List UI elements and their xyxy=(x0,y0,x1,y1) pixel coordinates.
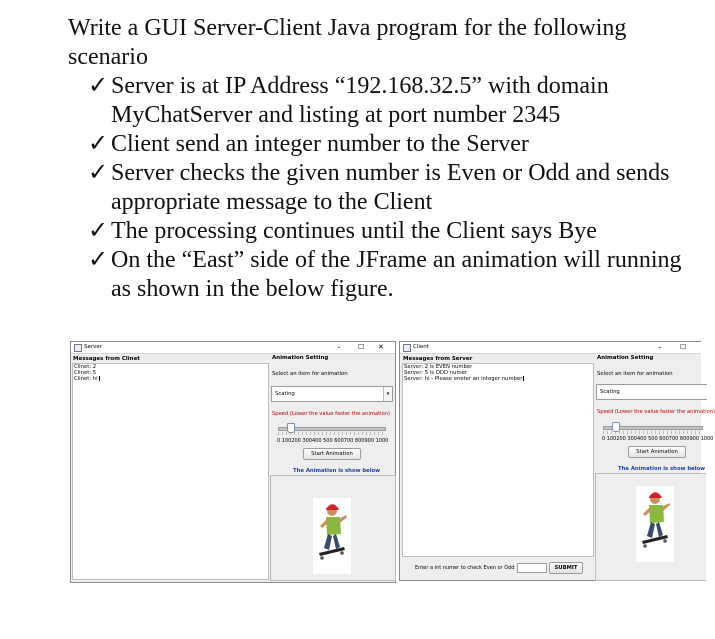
client-window xyxy=(399,341,715,581)
message-line: Clinet: hi xyxy=(74,376,98,382)
check-icon: ✓ xyxy=(88,73,109,99)
server-window xyxy=(70,341,396,583)
start-animation-button[interactable]: Start Animation xyxy=(628,446,686,458)
speed-label: Speed (Lower the value faster the animation) xyxy=(272,411,391,417)
text-caret xyxy=(523,376,524,381)
animation-show-label: The Animation is show below xyxy=(293,468,381,474)
dropdown-arrow-icon[interactable]: ▾ xyxy=(383,387,392,401)
animation-select[interactable] xyxy=(271,386,393,402)
requirement-item: ✓ On the “East” side of the JFrame an animation will running as shown in the below figure. xyxy=(88,247,682,302)
close-button[interactable]: ✕ xyxy=(378,343,384,351)
slider-ticks xyxy=(603,431,703,434)
skateboarder-image xyxy=(636,486,674,562)
check-icon: ✓ xyxy=(88,160,109,186)
animation-setting-title: Animation Setting xyxy=(272,355,329,361)
requirement-item: ✓ The processing continues until the Client says Bye xyxy=(88,218,597,244)
speed-label: Speed (Lower the value faster the animation) xyxy=(597,409,715,415)
animation-panel xyxy=(270,475,396,581)
text-caret xyxy=(99,376,100,381)
client-titlebar xyxy=(400,342,701,354)
requirement-item: ✓ Server is at IP Address “192.168.32.5” with domain MyChatServer and listing at port number 2345 xyxy=(88,73,609,128)
requirement-item: ✓ Client send an integer number to the Server xyxy=(88,131,529,157)
window-title: Client xyxy=(413,344,429,350)
messages-label: Messages from Clinet xyxy=(73,356,140,362)
message-line: Clinet: 5 xyxy=(74,370,97,376)
animation-show-label: The Animation is show below xyxy=(618,466,706,472)
speed-slider[interactable] xyxy=(603,421,703,435)
window-title: Server xyxy=(84,344,103,350)
selected-item: Scating xyxy=(275,391,295,397)
minimize-button[interactable]: – xyxy=(658,343,662,351)
message-line: Server: hi - Please eneter an integer number xyxy=(404,376,523,382)
number-input[interactable] xyxy=(517,563,547,573)
submit-button[interactable]: SUBMIT xyxy=(549,562,583,574)
selected-item: Scating xyxy=(600,389,620,395)
minimize-button[interactable]: – xyxy=(337,343,341,351)
animation-select[interactable] xyxy=(596,384,707,400)
check-icon: ✓ xyxy=(88,218,109,244)
maximize-button[interactable]: ☐ xyxy=(680,343,687,351)
message-line: Clinet: 2 xyxy=(74,364,97,370)
java-app-icon xyxy=(74,344,82,352)
skateboarder-image xyxy=(313,498,351,574)
speed-slider[interactable] xyxy=(278,422,386,436)
messages-textarea[interactable] xyxy=(72,363,269,580)
server-titlebar xyxy=(71,342,395,354)
start-animation-button[interactable]: Start Animation xyxy=(303,448,361,460)
select-item-label: Select an item for animation xyxy=(597,371,673,377)
check-icon: ✓ xyxy=(88,131,109,157)
message-line: Server: 5 is ODD numer xyxy=(404,370,468,376)
maximize-button[interactable]: ☐ xyxy=(358,343,365,351)
requirements-list xyxy=(68,72,688,304)
animation-panel xyxy=(595,473,706,581)
slider-ticks xyxy=(278,432,386,435)
check-icon: ✓ xyxy=(88,247,109,273)
slider-tick-labels: 0 100200 300400 500 600700 800900 1000 xyxy=(602,436,714,442)
java-app-icon xyxy=(403,344,411,352)
requirement-item: ✓ Server checks the given number is Even or Odd and sends appropriate message to the Client xyxy=(88,160,670,215)
question-text xyxy=(68,14,688,304)
select-item-label: Select an item for animation xyxy=(272,371,348,377)
message-line: Server: 2 is EVEN number xyxy=(404,364,473,370)
animation-setting-title: Animation Setting xyxy=(597,355,654,361)
messages-label: Messages from Server xyxy=(403,356,473,362)
messages-textarea[interactable] xyxy=(402,363,594,557)
slider-tick-labels: 0 100200 300400 500 600700 800900 1000 xyxy=(277,438,389,444)
question-intro: Write a GUI Server-Client Java program for the following scenario xyxy=(68,15,627,70)
input-prompt: Enter a int numer to check Even or Odd xyxy=(415,565,515,571)
